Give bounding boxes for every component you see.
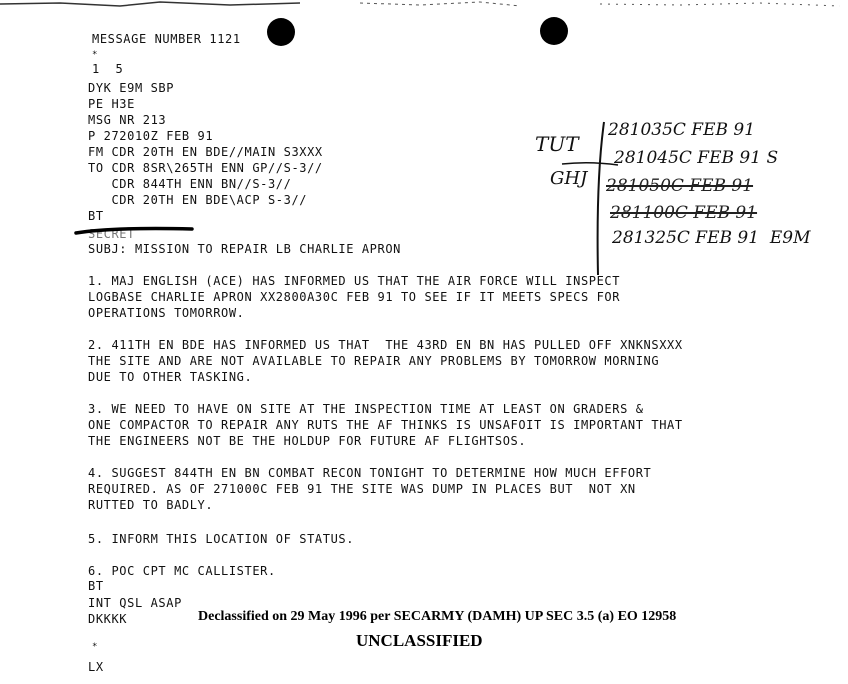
routing-line: TO CDR 8SR\265TH ENN GP//S-3// [88,161,323,175]
paragraph-line: RUTTED TO BADLY. [88,498,214,512]
paragraph-line: 1. MAJ ENGLISH (ACE) HAS INFORMED US THAT THE AIR FORCE WILL INSPECT [88,274,621,288]
bottom-mark: * [92,642,99,652]
handwritten-log-entry-struck: 281100C FEB 91 [610,203,758,223]
paragraph-line: LOGBASE CHARLIE APRON XX2800A30C FEB 91 TO SEE IF IT MEETS SPECS FOR [88,290,621,304]
paragraph-line: 5. INFORM THIS LOCATION OF STATUS. [88,532,355,546]
handwritten-log-entry-struck: 281050C FEB 91 [606,176,754,196]
handwritten-initials: GHJ [550,168,588,189]
handwritten-bracket [590,120,610,280]
handwritten-log-entry: 281035C FEB 91 [608,120,756,140]
paragraph-line: 3. WE NEED TO HAVE ON SITE AT THE INSPECTION TIME AT LEAST ON GRADERS & [88,402,644,416]
routing-line: CDR 844TH ENN BN//S-3// [88,177,292,191]
paragraph-line: 2. 411TH EN BDE HAS INFORMED US THAT THE 43RD EN BN HAS PULLED OFF XNKNSXXX [88,338,683,352]
subject-line: SUBJ: MISSION TO REPAIR LB CHARLIE APRON [88,242,401,256]
declassification-stamp: Declassified on 29 May 1996 per SECARMY (DAMH) UP SEC 3.5 (a) EO 12958 [198,609,677,624]
paragraph-line: THE SITE AND ARE NOT AVAILABLE TO REPAIR ANY PROBLEMS BY TOMORROW MORNING [88,354,660,368]
paragraph-line: ONE COMPACTOR TO REPAIR ANY RUTS THE AF THINKS IS UNSAFOIT IS IMPORTANT THAT [88,418,683,432]
header-mark-1: * [92,50,99,60]
punch-hole-right [540,17,568,45]
routing-line: PE H3E [88,97,135,111]
routing-line: MSG NR 213 [88,113,167,127]
routing-line: BT [88,209,104,223]
message-number: MESSAGE NUMBER 1121 [92,32,241,46]
handwritten-log-entry: 281045C FEB 91 S [614,148,779,168]
punch-hole-left [267,18,295,46]
trailer-line: DKKKK [88,612,128,626]
handwritten-log-entry: 281325C FEB 91 E9M [612,228,811,248]
paragraph-line: 6. POC CPT MC CALLISTER. [88,564,276,578]
handwritten-initials: TUT [535,132,579,156]
redaction-stroke [74,224,194,236]
trailer-line: INT QSL ASAP [88,596,182,610]
routing-line: CDR 20TH EN BDE\ACP S-3// [88,193,308,207]
paragraph-line: REQUIRED. AS OF 271000C FEB 91 THE SITE WAS DUMP IN PLACES BUT NOT XN [88,482,636,496]
trailer-line: BT [88,579,104,593]
classification-redacted: SECRET [88,227,135,241]
top-edge-noise [0,0,848,12]
routing-line: FM CDR 20TH EN BDE//MAIN S3XXX [88,145,323,159]
header-mark-2: 1 5 [92,62,124,76]
routing-line: P 272010Z FEB 91 [88,129,214,143]
classification-footer: UNCLASSIFIED [356,631,483,650]
routing-line: DYK E9M SBP [88,81,175,95]
paragraph-line: THE ENGINEERS NOT BE THE HOLDUP FOR FUTURE AF FLIGHTSOS. [88,434,527,448]
paragraph-line: 4. SUGGEST 844TH EN BN COMBAT RECON TONIGHT TO DETERMINE HOW MUCH EFFORT [88,466,652,480]
paragraph-line: OPERATIONS TOMORROW. [88,306,245,320]
paragraph-line: DUE TO OTHER TASKING. [88,370,253,384]
bottom-mark: LX [88,660,104,674]
